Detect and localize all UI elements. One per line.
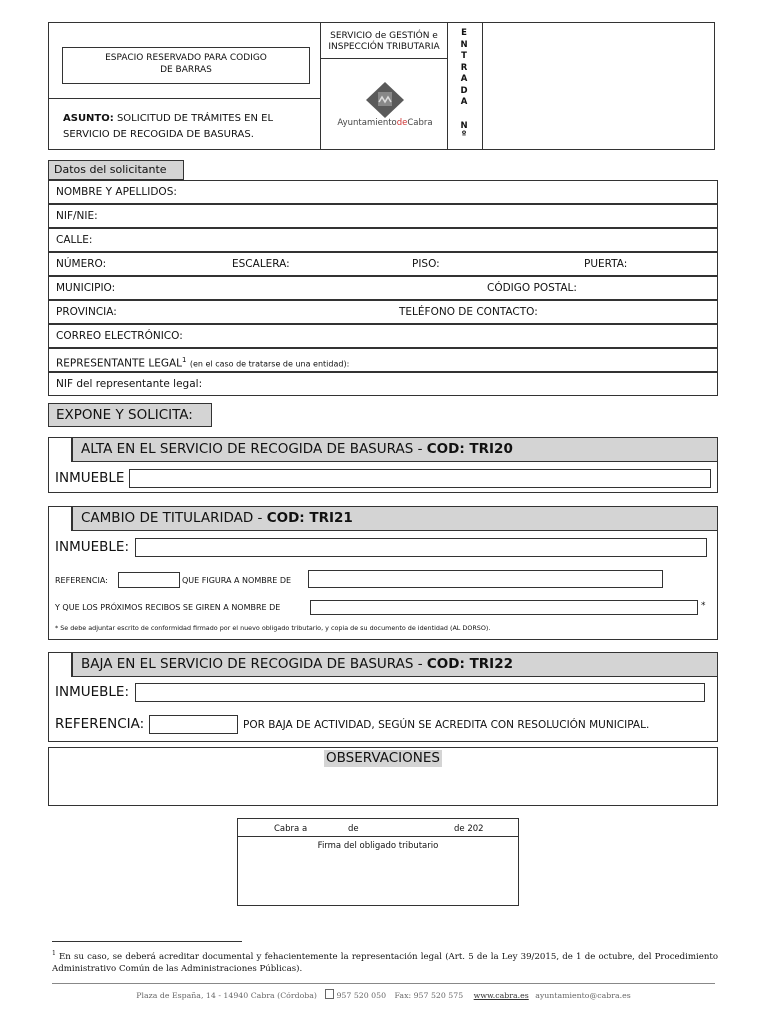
alta-inmueble-input[interactable]	[129, 469, 711, 488]
baja-referencia-input[interactable]	[149, 715, 238, 734]
cambio-referencia-input[interactable]	[118, 572, 180, 588]
address-detail-row[interactable]: NÚMERO: ESCALERA: PISO: PUERTA:	[48, 252, 718, 276]
municipality-row[interactable]: MUNICIPIO: CÓDIGO POSTAL:	[48, 276, 718, 300]
alta-header: ALTA EN EL SERVICIO DE RECOGIDA DE BASURAS - COD: TRI20	[72, 437, 718, 462]
subject: ASUNTO: SOLICITUD DE TRÁMITES EN EL SERVICIO DE RECOGIDA DE BASURAS.	[63, 113, 274, 140]
header-divider	[447, 22, 448, 150]
expone-solicita-heading: EXPONE Y SOLICITA:	[48, 403, 212, 427]
province-row[interactable]: PROVINCIA: TELÉFONO DE CONTACTO:	[48, 300, 718, 324]
cambio-figura-label: QUE FIGURA A NOMBRE DE	[182, 576, 292, 585]
cambio-asterisk: *	[701, 601, 706, 611]
signature-divider	[237, 836, 519, 837]
cambio-note: * Se debe adjuntar escrito de conformidad firmado por el nuevo obligado tributario, y copia de su documento de identidad (AL DORSO).	[55, 624, 491, 632]
applicant-section-tab: Datos del solicitante	[48, 160, 184, 180]
header-divider	[48, 98, 320, 99]
email-field[interactable]: CORREO ELECTRÓNICO:	[48, 324, 718, 348]
legal-representative-field[interactable]: REPRESENTANTE LEGAL$^1$ (en el caso de tratarse de una entidad):	[48, 348, 718, 372]
header-divider	[320, 58, 447, 59]
footnote-separator	[52, 941, 242, 942]
baja-inmueble-label: INMUEBLE:	[55, 684, 129, 700]
entry-number-label: N º	[460, 121, 468, 140]
footnote: $^1$ En su caso, se deberá acreditar documental y fehacientemente la representación legal (Art. 5 de la Ley 39/2015, de 1 de octubre, del Procedimiento Administrativo Común de las Administraciones Públicas).	[52, 950, 718, 974]
name-field[interactable]: NOMBRE Y APELLIDOS:	[48, 180, 718, 204]
cambio-titular-input[interactable]	[308, 570, 663, 588]
city-crest-logo	[364, 80, 406, 120]
baja-referencia-label: REFERENCIA:	[55, 716, 145, 732]
cambio-referencia-label: REFERENCIA:	[55, 576, 108, 585]
footer-separator	[52, 983, 715, 984]
baja-checkbox[interactable]	[48, 652, 72, 677]
nif-field[interactable]: NIF/NIE:	[48, 204, 718, 228]
footer: Plaza de España, 14 - 14940 Cabra (Córdoba) 957 520 050 Fax: 957 520 575 www.cabra.es ayuntamiento@cabra.es	[136, 991, 631, 1000]
cambio-checkbox[interactable]	[48, 506, 72, 531]
website-link[interactable]: www.cabra.es	[473, 991, 529, 1000]
header-divider	[482, 22, 483, 150]
signature-label: Firma del obligado tributario	[317, 841, 439, 851]
alta-checkbox[interactable]	[48, 437, 72, 462]
cambio-inmueble-input[interactable]	[135, 538, 707, 557]
observaciones-heading: OBSERVACIONES	[326, 750, 440, 766]
street-field[interactable]: CALLE:	[48, 228, 718, 252]
header-divider	[320, 22, 321, 150]
baja-motivo: POR BAJA DE ACTIVIDAD, SEGÚN SE ACREDITA CON RESOLUCIÓN MUNICIPAL.	[243, 719, 650, 731]
alta-inmueble-label: INMUEBLE	[55, 470, 125, 486]
baja-inmueble-input[interactable]	[135, 683, 705, 702]
representative-nif-field[interactable]: NIF del representante legal:	[48, 372, 718, 396]
logo-text: AyuntamientodeCabra	[337, 118, 433, 128]
barcode-reserved-box: ESPACIO RESERVADO PARA CODIGO DE BARRAS	[62, 47, 310, 84]
cambio-inmueble-label: INMUEBLE:	[55, 539, 129, 555]
service-name: SERVICIO de GESTIÓN e INSPECCIÓN TRIBUTARIA	[328, 31, 440, 52]
cambio-nuevo-titular-input[interactable]	[310, 600, 698, 615]
baja-header: BAJA EN EL SERVICIO DE RECOGIDA DE BASURAS - COD: TRI22	[72, 652, 718, 677]
cambio-header: CAMBIO DE TITULARIDAD - COD: TRI21	[72, 506, 718, 531]
entry-stamp-letters: E N T R A D A	[460, 28, 468, 107]
cambio-recibos-label: Y QUE LOS PRÓXIMOS RECIBOS SE GIREN A NOMBRE DE	[55, 603, 281, 612]
phone-icon	[325, 989, 334, 999]
